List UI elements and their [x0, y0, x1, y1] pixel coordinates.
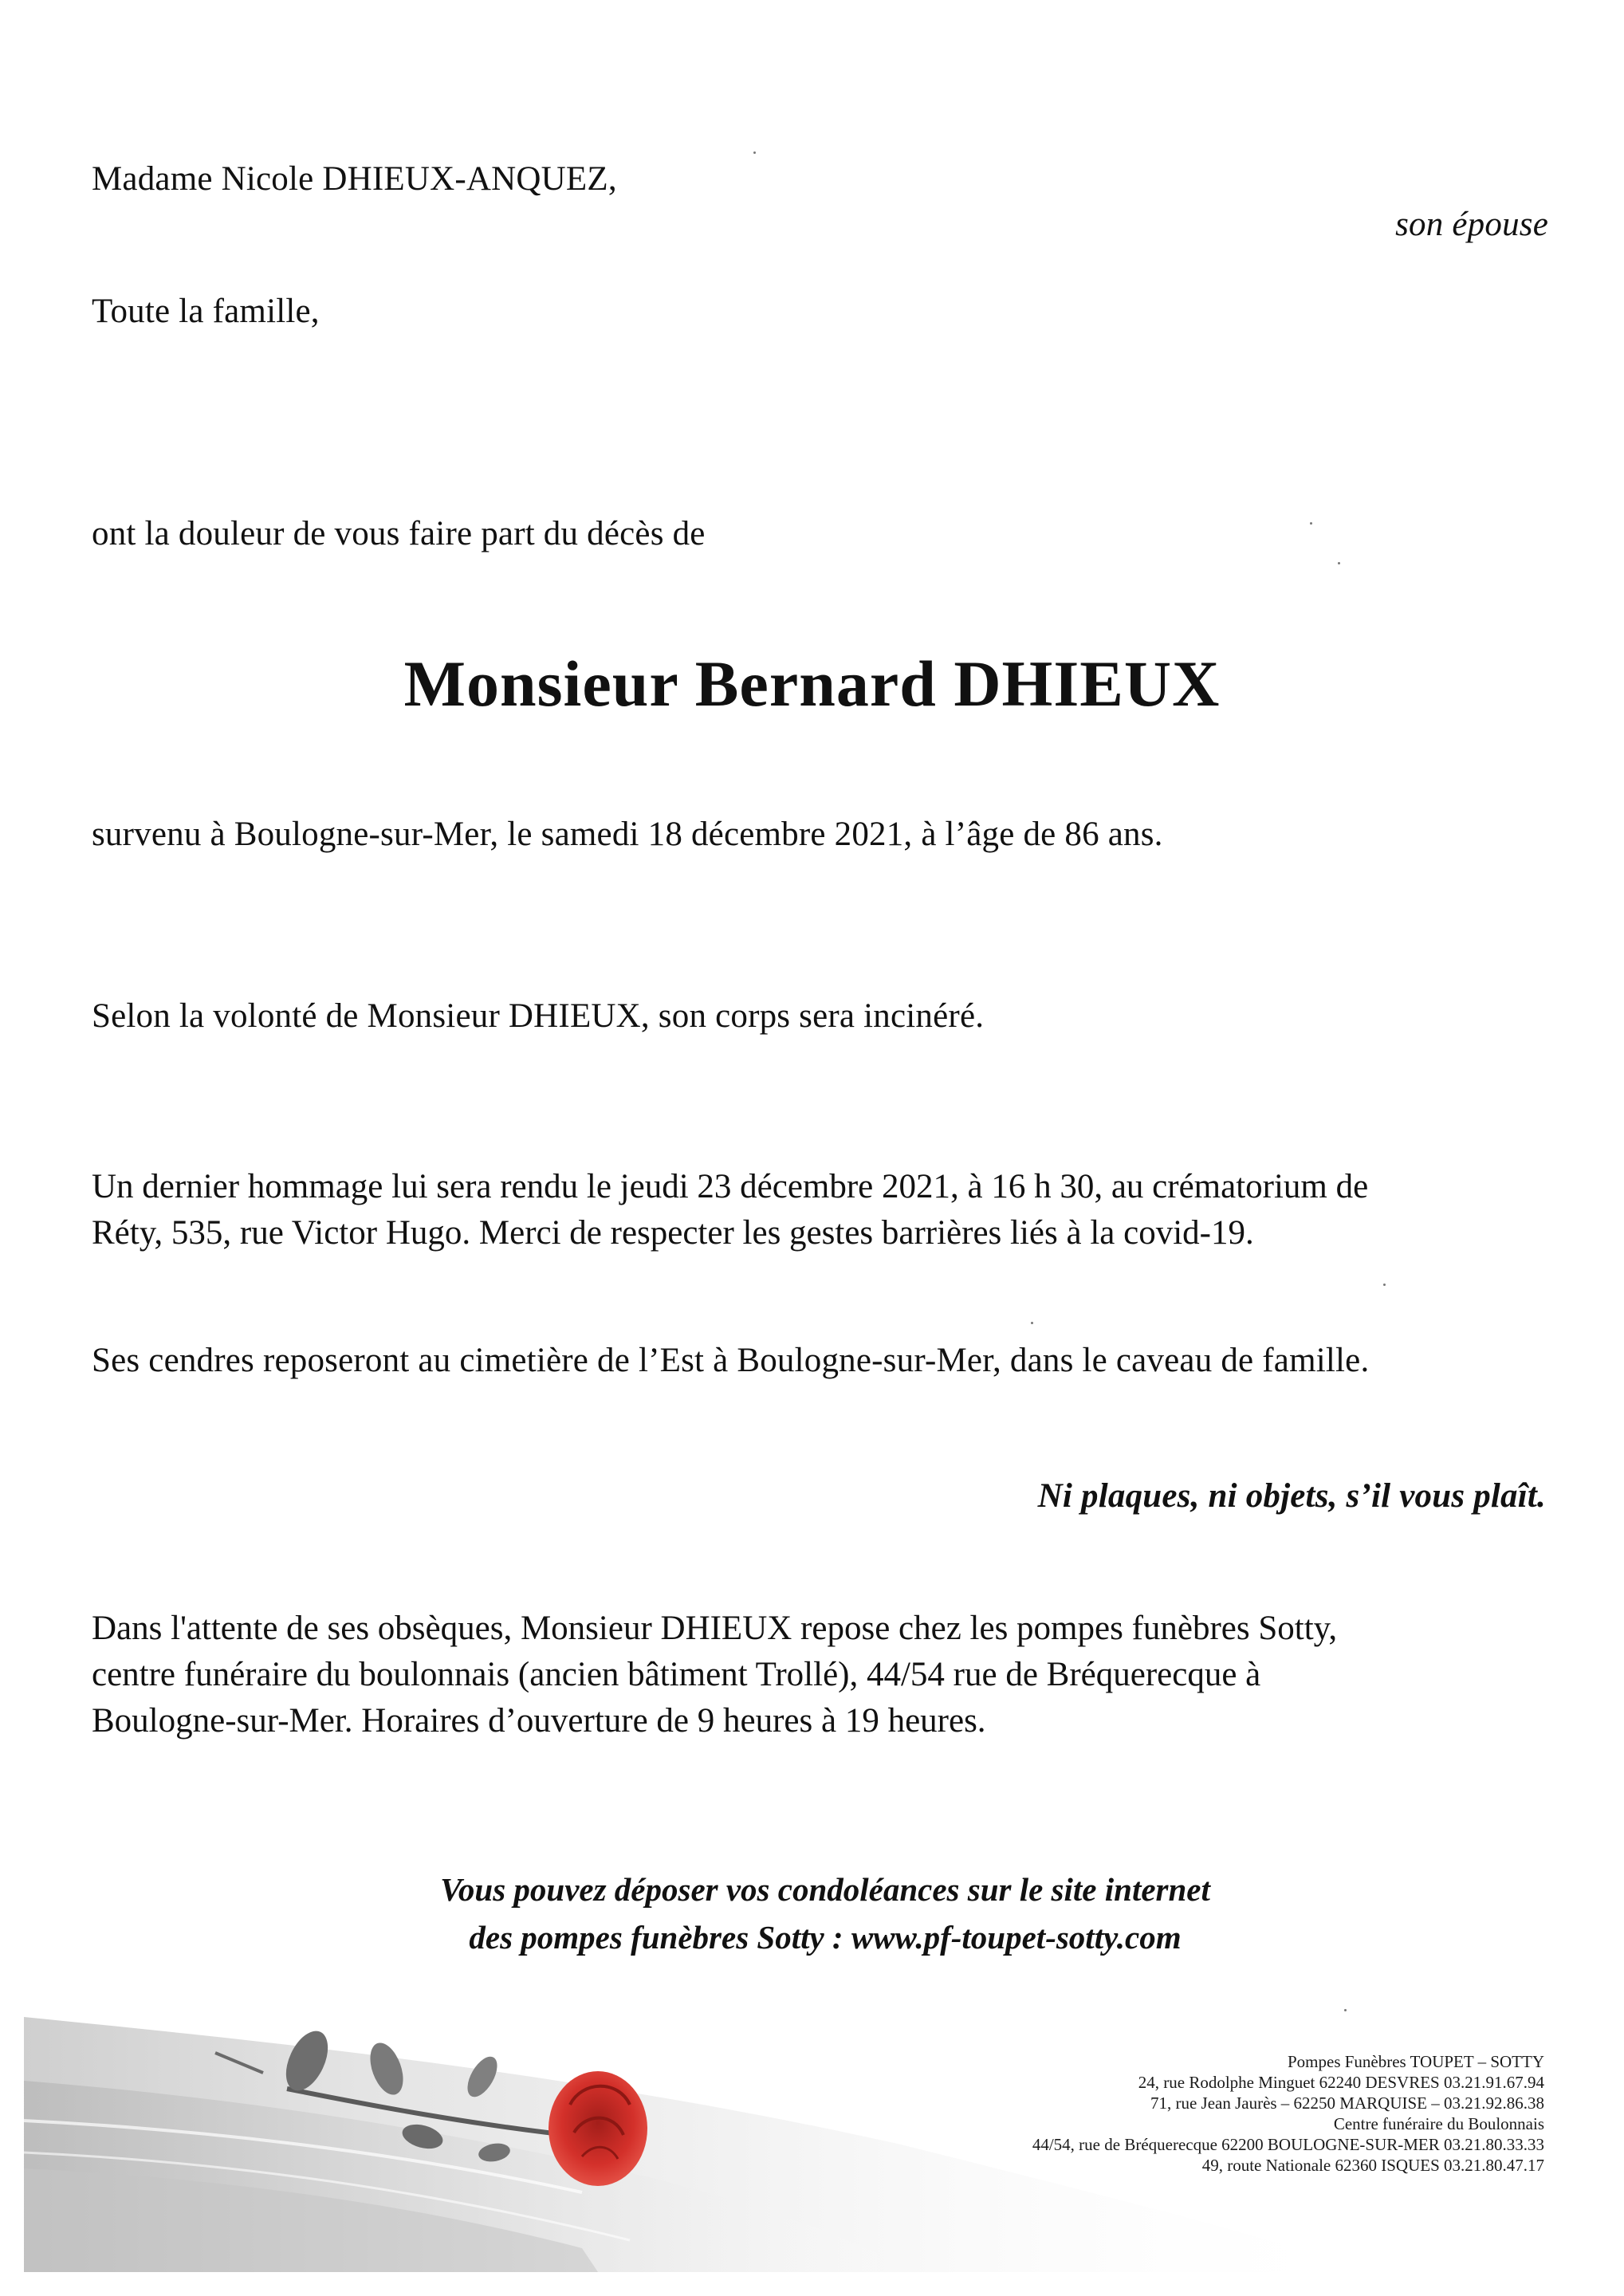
- ceremony-line: Réty, 535, rue Victor Hugo. Merci de respecter les gestes barrières liés à la covid-19.: [92, 1214, 1254, 1252]
- address-line: 49, route Nationale 62360 ISQUES 03.21.80.47.17: [1201, 2156, 1544, 2175]
- address-line: Pompes Funèbres TOUPET – SOTTY: [1287, 2052, 1544, 2071]
- address-line: 71, rue Jean Jaurès – 62250 MARQUISE – 03.21.92.86.38: [1150, 2094, 1544, 2113]
- ceremony-paragraph: [92, 1164, 1368, 1256]
- no-flowers-note: Ni plaques, ni objets, s’il vous plaît.: [1037, 1477, 1546, 1515]
- burial-text: Ses cendres reposeront au cimetière de l’Est à Boulogne-sur-Mer, dans le caveau de famille.: [92, 1342, 1370, 1379]
- ceremony-line: Un dernier hommage lui sera rendu le jeudi 23 décembre 2021, à 16 h 30, au crématorium de: [92, 1168, 1369, 1205]
- address-line: 44/54, rue de Bréquerecque 62200 BOULOGNE-SUR-MER 03.21.80.33.33: [1032, 2135, 1544, 2154]
- scan-speck: [1344, 2009, 1347, 2011]
- widow-name: Madame Nicole DHIEUX-ANQUEZ,: [92, 160, 617, 198]
- address-line: 24, rue Rodolphe Minguet 62240 DESVRES 03.21.91.67.94: [1138, 2073, 1544, 2092]
- address-line: Centre funéraire du Boulonnais: [1333, 2114, 1544, 2133]
- scan-speck: [1310, 522, 1312, 525]
- scan-speck: [753, 151, 756, 154]
- scan-speck: [1031, 1322, 1033, 1324]
- scan-speck: [1338, 562, 1340, 564]
- scan-speck: [1383, 1284, 1386, 1286]
- condolences-line: des pompes funèbres Sotty : www.pf-toupet-sotty.com: [469, 1919, 1182, 1956]
- condolences-line: Vous pouvez déposer vos condoléances sur le site internet: [440, 1871, 1210, 1908]
- condolences-note: [0, 1866, 1624, 1961]
- rest-place-line: Boulogne-sur-Mer. Horaires d’ouverture de 9 heures à 19 heures.: [92, 1702, 986, 1740]
- deceased-name: Monsieur Bernard DHIEUX: [403, 647, 1221, 720]
- funeral-home-address: [1032, 2051, 1544, 2176]
- death-details: survenu à Boulogne-sur-Mer, le samedi 18 décembre 2021, à l’âge de 86 ans.: [92, 816, 1163, 853]
- cremation-wish: Selon la volonté de Monsieur DHIEUX, son corps sera incinéré.: [92, 997, 985, 1035]
- rest-place-paragraph: [92, 1606, 1337, 1744]
- rest-place-line: centre funéraire du boulonnais (ancien bâtiment Trollé), 44/54 rue de Bréquerecque à: [92, 1656, 1261, 1693]
- widow-relation: son épouse: [1395, 206, 1548, 243]
- announcement-intro: ont la douleur de vous faire part du décès de: [92, 515, 706, 552]
- rose-flower: [549, 2071, 647, 2186]
- family-line: Toute la famille,: [92, 293, 320, 330]
- rest-place-line: Dans l'attente de ses obsèques, Monsieur DHIEUX repose chez les pompes funèbres Sotty,: [92, 1610, 1338, 1647]
